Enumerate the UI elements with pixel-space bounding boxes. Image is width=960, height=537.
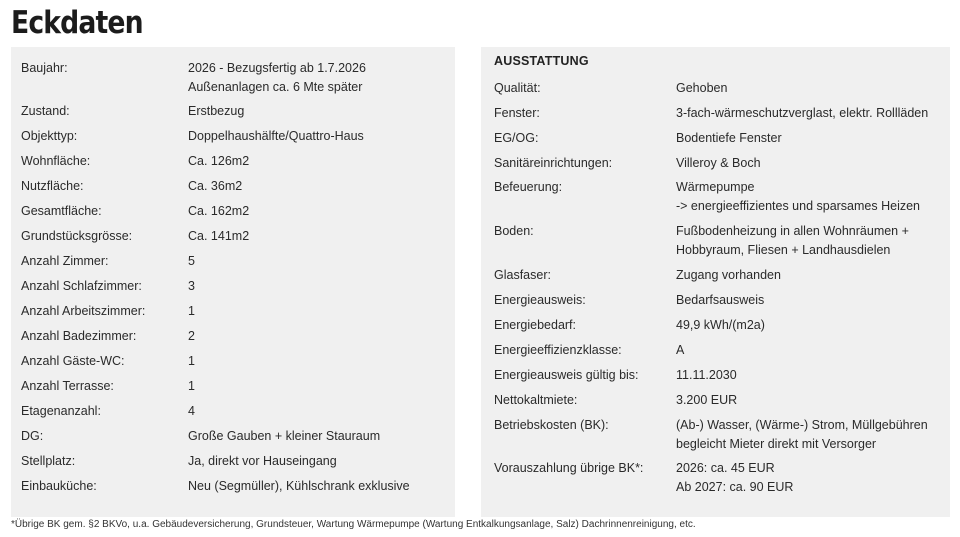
row-value: 3.200 EUR: [676, 393, 738, 407]
row-label: Fenster:: [494, 106, 540, 120]
row-value: Erstbezug: [188, 104, 245, 118]
row-label: Anzahl Arbeitszimmer:: [21, 304, 146, 318]
row-value: Wärmepumpe -> energieeffizientes und sparsames Heizen: [676, 180, 921, 213]
row-value: 4: [188, 404, 195, 418]
row-label: Befeuerung:: [494, 180, 563, 194]
row-label: Anzahl Schlafzimmer:: [21, 279, 142, 293]
row-label: Einbauküche:: [21, 479, 97, 493]
row-value: Ja, direkt vor Hauseingang: [188, 454, 337, 468]
row-value: 5: [188, 254, 195, 268]
row-label: Etagenanzahl:: [21, 404, 101, 418]
row-label: Wohnfläche:: [21, 154, 91, 168]
row-value: 2026 - Bezugsfertig ab 1.7.2026 Außenanlagen ca. 6 Mte später: [188, 61, 366, 94]
row-value: 3-fach-wärmeschutzverglast, elektr. Rollläden: [676, 106, 929, 120]
row-label: Zustand:: [21, 104, 70, 118]
row-label: Betriebskosten (BK):: [494, 418, 609, 432]
row-label: Gesamtfläche:: [21, 204, 102, 218]
row-label: Grundstücksgrösse:: [21, 229, 133, 243]
row-value: Gehoben: [676, 81, 728, 95]
row-value: 1: [188, 379, 195, 393]
row-label: Anzahl Gäste-WC:: [21, 354, 125, 368]
row-label: Energieeffizienzklasse:: [494, 343, 622, 357]
section-heading: AUSSTATTUNG: [494, 54, 589, 68]
row-label: Vorauszahlung übrige BK*:: [494, 461, 644, 475]
row-value: Bedarfsausweis: [676, 293, 765, 307]
row-label: Anzahl Terrasse:: [21, 379, 114, 393]
row-label: Anzahl Zimmer:: [21, 254, 109, 268]
footnote: *Übrige BK gem. §2 BKVo, u.a. Gebäudeversicherung, Grundsteuer, Wartung Wärmepumpe (Wartung Entkalkungsanlage, Salz) Dachrinnenreinigung, etc.: [11, 519, 696, 530]
row-value: 1: [188, 354, 195, 368]
row-value: Neu (Segmüller), Kühlschrank exklusive: [188, 479, 410, 493]
row-value: Fußbodenheizung in allen Wohnräumen + Hobbyraum, Fliesen + Landhausdielen: [676, 224, 909, 257]
row-value: 3: [188, 279, 195, 293]
row-value: Zugang vorhanden: [676, 268, 781, 282]
row-label: EG/OG:: [494, 131, 539, 145]
row-label: Qualität:: [494, 81, 541, 95]
row-value: 1: [188, 304, 195, 318]
row-value: Doppelhaushälfte/Quattro-Haus: [188, 129, 364, 143]
row-value: 49,9 kWh/(m2a): [676, 318, 765, 332]
row-value: (Ab-) Wasser, (Wärme-) Strom, Müllgebühren begleicht Mieter direkt mit Versorger: [676, 418, 928, 451]
row-value: Villeroy & Boch: [676, 156, 761, 170]
row-value: 11.11.2030: [676, 368, 737, 382]
row-label: Energieausweis:: [494, 293, 586, 307]
row-label: Sanitäreinrichtungen:: [494, 156, 613, 170]
row-label: Baujahr:: [21, 61, 68, 75]
row-value: Große Gauben + kleiner Stauraum: [188, 429, 381, 443]
row-value: Ca. 162m2: [188, 204, 250, 218]
key-data-panel: [11, 47, 455, 517]
row-value: 2026: ca. 45 EUR Ab 2027: ca. 90 EUR: [676, 461, 794, 494]
row-value: A: [676, 343, 685, 357]
equipment-panel: [481, 47, 950, 517]
row-label: Nettokaltmiete:: [494, 393, 578, 407]
row-label: DG:: [21, 429, 44, 443]
row-label: Nutzfläche:: [21, 179, 84, 193]
row-label: Anzahl Badezimmer:: [21, 329, 137, 343]
row-value: Ca. 141m2: [188, 229, 250, 243]
row-label: Objekttyp:: [21, 129, 78, 143]
row-label: Glasfaser:: [494, 268, 551, 282]
row-value: Ca. 36m2: [188, 179, 243, 193]
page-title: Eckdaten: [11, 5, 143, 41]
row-label: Boden:: [494, 224, 534, 238]
row-label: Stellplatz:: [21, 454, 76, 468]
row-value: 2: [188, 329, 195, 343]
row-label: Energieausweis gültig bis:: [494, 368, 639, 382]
row-label: Energiebedarf:: [494, 318, 577, 332]
row-value: Bodentiefe Fenster: [676, 131, 782, 145]
row-value: Ca. 126m2: [188, 154, 250, 168]
